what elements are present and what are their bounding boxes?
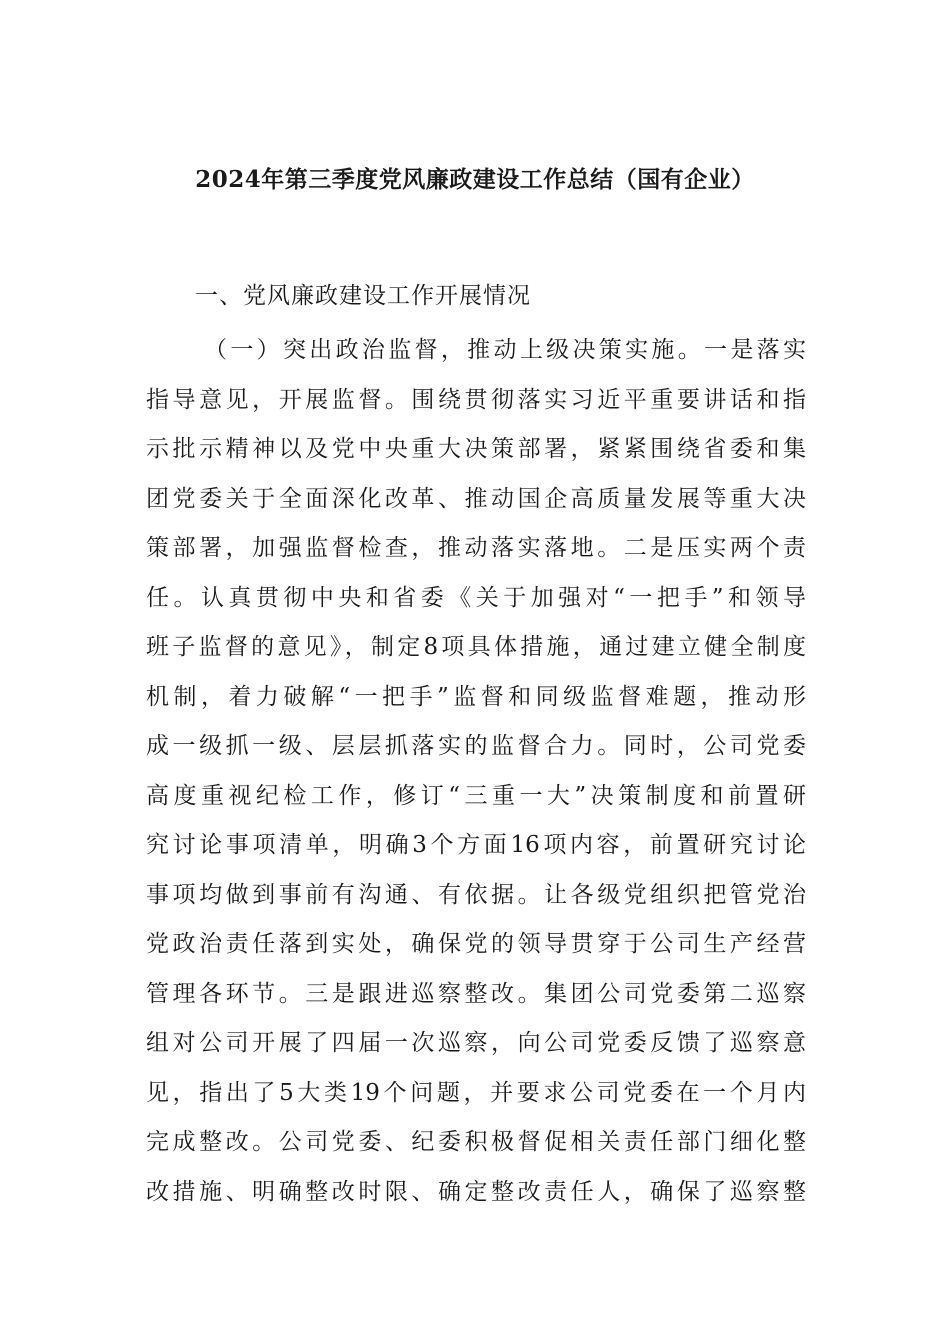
paragraph-line: 事项均做到事前有沟通、有依据。让各级党组织把管党治 bbox=[146, 881, 806, 908]
paragraph-line: 任。认真贯彻中央和省委《关于加强对“一把手”和领导 bbox=[146, 584, 806, 611]
paragraph-line: 究讨论事项清单，明确3个方面16项内容，前置研究讨论 bbox=[146, 832, 806, 858]
paragraph-line: 团党委关于全面深化改革、推动国企高质量发展等重大决 bbox=[146, 485, 806, 512]
paragraph-line: 成一级抓一级、层层抓落实的监督合力。同时，公司党委 bbox=[146, 733, 806, 759]
paragraph-line: 见，指出了5大类19个问题，并要求公司党委在一个月内 bbox=[146, 1079, 806, 1106]
paragraph-line: 党政治责任落到实处，确保党的领导贯穿于公司生产经营 bbox=[146, 931, 806, 957]
section-heading: 一、党风廉政建设工作开展情况 bbox=[195, 283, 531, 309]
paragraph-line: 示批示精神以及党中央重大决策部署，紧紧围绕省委和集 bbox=[146, 436, 806, 462]
paragraph-line: 班子监督的意见》，制定8项具体措施，通过建立健全制度 bbox=[146, 634, 806, 660]
paragraph-line: 高度重视纪检工作，修订“三重一大”决策制度和前置研 bbox=[146, 782, 806, 809]
document-title: 2024年第三季度党风廉政建设工作总结（国有企业） bbox=[195, 166, 755, 193]
paragraph-line: （一）突出政治监督，推动上级决策实施。一是落实 bbox=[204, 337, 806, 363]
paragraph-line: 组对公司开展了四届一次巡察，向公司党委反馈了巡察意 bbox=[146, 1030, 806, 1056]
paragraph-line: 策部署，加强监督检查，推动落实落地。二是压实两个责 bbox=[146, 535, 806, 561]
paragraph-line: 指导意见，开展监督。围绕贯彻落实习近平重要讲话和指 bbox=[146, 386, 806, 413]
paragraph-body bbox=[146, 326, 806, 1217]
paragraph-line: 改措施、明确整改时限、确定整改责任人，确保了巡察整 bbox=[146, 1178, 806, 1205]
paragraph-line: 机制，着力破解“一把手”监督和同级监督难题，推动形 bbox=[146, 683, 806, 710]
paragraph-line: 管理各环节。三是跟进巡察整改。集团公司党委第二巡察 bbox=[146, 980, 806, 1007]
paragraph-line: 完成整改。公司党委、纪委积极督促相关责任部门细化整 bbox=[146, 1129, 806, 1155]
